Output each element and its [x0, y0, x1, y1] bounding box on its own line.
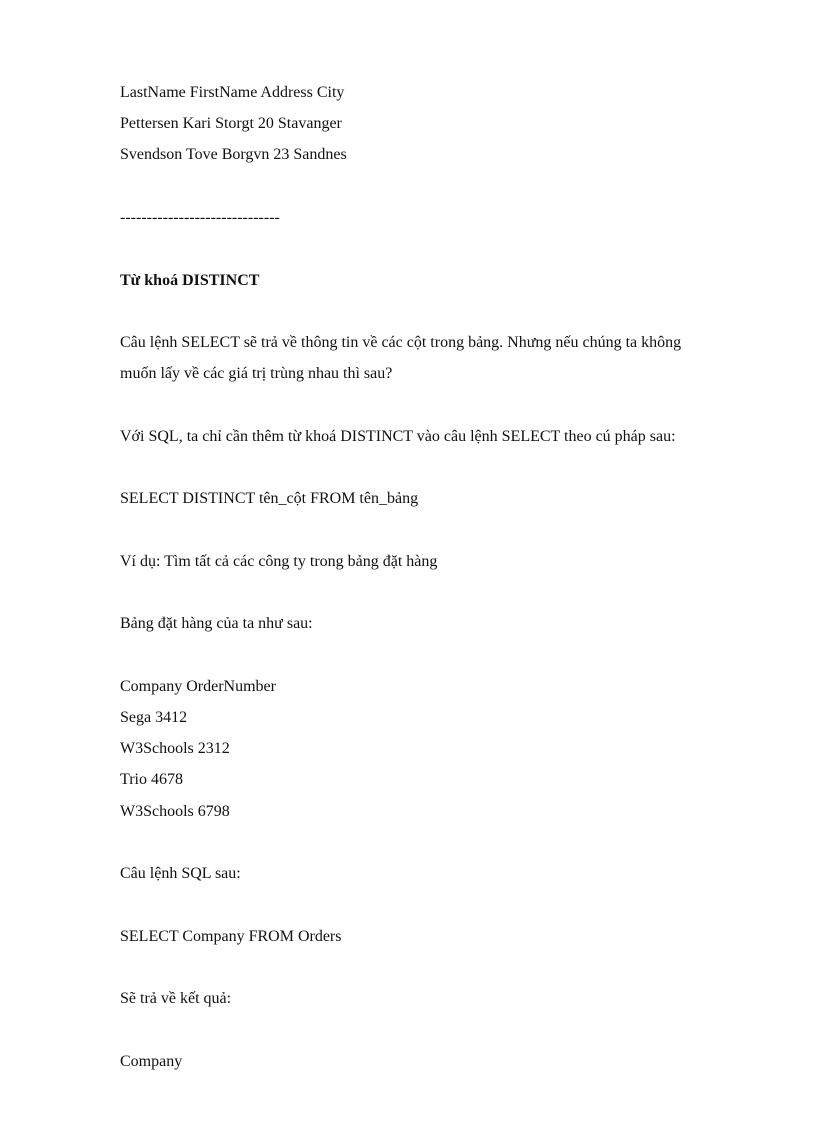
- orders-table-header: Company OrderNumber: [120, 678, 276, 695]
- persons-table-row: Svendson Tove Borgvn 23 Sandnes: [120, 146, 347, 163]
- orders-table-row: W3Schools 6798: [120, 803, 230, 820]
- paragraph-line: Với SQL, ta chỉ cần thêm từ khoá DISTINCT vào câu lệnh SELECT theo cú pháp sau:: [120, 428, 676, 445]
- result-table-header: Company: [120, 1053, 183, 1070]
- paragraph-line: Bảng đặt hàng của ta như sau:: [120, 615, 313, 632]
- persons-table-row: Pettersen Kari Storgt 20 Stavanger: [120, 115, 342, 132]
- paragraph-line: muốn lấy về các giá trị trùng nhau thì sau?: [120, 365, 393, 382]
- syntax-line: SELECT DISTINCT tên_cột FROM tên_bảng: [120, 490, 419, 507]
- sql-statement-line: SELECT Company FROM Orders: [120, 928, 342, 945]
- orders-table-row: Sega 3412: [120, 709, 188, 726]
- orders-table-row: W3Schools 2312: [120, 740, 230, 757]
- paragraph-line: Sẽ trả về kết quả:: [120, 990, 232, 1007]
- paragraph-line: Câu lệnh SELECT sẽ trả về thông tin về các cột trong bảng. Nhưng nếu chúng ta không: [120, 334, 682, 351]
- example-line: Ví dụ: Tìm tất cả các công ty trong bảng đặt hàng: [120, 553, 438, 570]
- separator-line: ------------------------------: [120, 209, 280, 226]
- section-heading: Từ khoá DISTINCT: [120, 272, 260, 289]
- persons-table-header: LastName FirstName Address City: [120, 84, 345, 101]
- orders-table-row: Trio 4678: [120, 771, 183, 788]
- paragraph-line: Câu lệnh SQL sau:: [120, 865, 241, 882]
